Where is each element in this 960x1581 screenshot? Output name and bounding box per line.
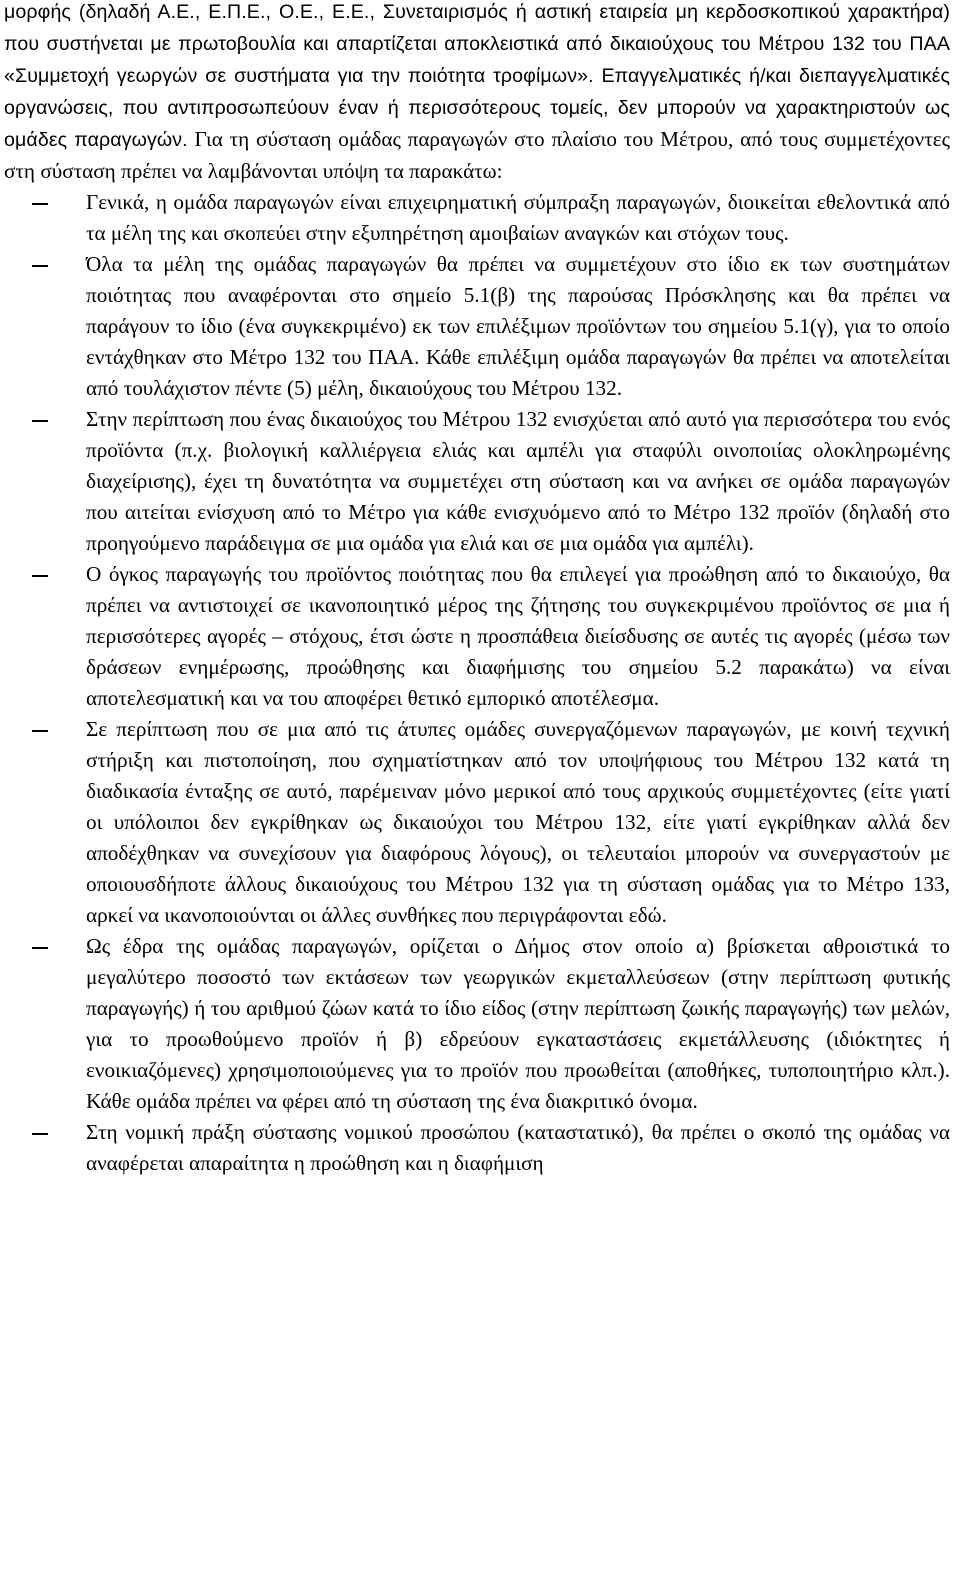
list-item [4,931,950,1117]
list-item-text: Ο όγκος παραγωγής του προϊόντος ποιότητας που θα επιλεγεί για προώθηση από το δικαιούχο, θα πρέπει να αντιστοιχεί σε ικανοποιητικό μέρος της ζήτησης του συγκεκριμένου προϊόντος σε μια ή περισσότερες αγορές – στόχους, έτσι ώστε η προσπάθεια διείσδυσης σε αυτές τις αγορές (μέσω των δράσεων ενημέρωσης, προώθησης και διαφήμισης του σημείου 5.2 παρακάτω) να είναι αποτελεσματική και να του αποφέρει θετικό εμπορικό αποτέλεσμα. [86,562,950,710]
intro-text-sans: μορφής (δηλαδή Α.Ε., Ε.Π.Ε., Ο.Ε., Ε.Ε., Συνεταιρισμός ή αστική εταιρεία μη κερδοσκοπικού χαρακτήρα) που συστήνεται με πρωτοβουλία και απαρτίζεται αποκλειστικά από δικαιούχους του Μέτρου 132 του ΠΑΑ «Συμμετοχή γεωργών σε συστήματα για την ποιότητα τροφίμων». Επαγγελματικές ή/και διεπαγγελματικές οργανώσεις, που αντιπροσωπεύουν έναν ή περισσότερους τομείς, δεν μπορούν να χαρακτηριστούν ως ομάδες παραγωγών. [4,1,950,151]
list-item-text: Στη νομική πράξη σύστασης νομικού προσώπου (καταστατικό), θα πρέπει ο σκοπό της ομάδας να αναφέρεται απαραίτητα η προώθηση και η διαφήμιση [86,1120,950,1175]
list-item-text: Γενικά, η ομάδα παραγωγών είναι επιχειρηματική σύμπραξη παραγωγών, διοικείται εθελοντικά από τα μέλη της και σκοπεύει στην εξυπηρέτηση αμοιβαίων αναγκών και στόχων τους. [86,190,950,245]
intro-text-serif: Για τη σύσταση ομάδας παραγωγών στο πλαίσιο του Μέτρου, από τους συμμετέχοντες στη σύσταση πρέπει να λαμβάνονται υπόψη τα παρακάτω: [4,127,950,183]
list-item-text: Όλα τα μέλη της ομάδας παραγωγών θα πρέπει να συμμετέχουν στο ίδιο εκ των συστημάτων ποιότητας που αναφέρονται στο σημείο 5.1(β) της παρούσας Πρόσκλησης και θα πρέπει να παράγουν το ίδιο (ένα συγκεκριμένο) εκ των επιλέξιμων προϊόντων του σημείου 5.1(γ), για το οποίο εντάχθηκαν στο Μέτρο 132 του ΠΑΑ. Κάθε επιλέξιμη ομάδα παραγωγών θα πρέπει να αποτελείται από τουλάχιστον πέντε (5) μέλη, δικαιούχους του Μέτρου 132. [86,252,950,400]
list-item-text: Σε περίπτωση που σε μια από τις άτυπες ομάδες συνεργαζόμενων παραγωγών, με κοινή τεχνική στήριξη και πιστοποίηση, που σχηματίστηκαν από τον υποψήφιους του Μέτρου 132 κατά τη διαδικασία ένταξης σε αυτό, παρέμειναν μόνο μερικοί από τους αρχικούς συμμετέχοντες (είτε γιατί οι υπόλοιποι δεν εγκρίθηκαν ως δικαιούχοι του Μέτρου 132, είτε γιατί εγκρίθηκαν αλλά δεν αποδέχθηκαν να συνεχίσουν για διαφόρους λόγους), οι τελευταίοι μπορούν να συνεργαστούν με οποιουσδήποτε άλλους δικαιούχους του Μέτρου 132 για τη σύσταση ομάδας για το Μέτρο 133, αρκεί να ικανοποιούνται οι άλλες συνθήκες που περιγράφονται εδώ. [86,717,950,927]
document-page [4,0,950,1179]
list-item [4,249,950,404]
list-item-text: Ως έδρα της ομάδας παραγωγών, ορίζεται ο Δήμος στον οποίο α) βρίσκεται αθροιστικά το μεγαλύτερο ποσοστό των εκτάσεων των γεωργικών εκμεταλλεύσεων (στην περίπτωση φυτικής παραγωγής) ή του αριθμού ζώων κατά το ίδιο είδος (στην περίπτωση ζωικής παραγωγής) των μελών, για το προωθούμενο προϊόν ή β) εδρεύουν εγκαταστάσεις εκμετάλλευσης (ιδιόκτητες ή ενοικιαζόμενες) χρησιμοποιούμενες για το προϊόν που προωθείται (αποθήκες, τυποποιητήριο κλπ.). Κάθε ομάδα πρέπει να φέρει από τη σύσταση της ένα διακριτικό όνομα. [86,934,950,1113]
list-item [4,187,950,249]
list-item [4,714,950,931]
requirements-list [4,187,950,1179]
list-item-text: Στην περίπτωση που ένας δικαιούχος του Μέτρου 132 ενισχύεται από αυτό για περισσότερα του ενός προϊόντα (π.χ. βιολογική καλλιέργεια ελιάς και αμπέλι για σταφύλι οινοποιίας ολοκληρωμένης διαχείρισης), έχει τη δυνατότητα να συμμετέχει στη σύσταση και να ανήκει σε ομάδα παραγωγών που αιτείται ενίσχυση από το Μέτρο για κάθε ενισχυόμενο από το Μέτρο 132 προϊόν (δηλαδή στο προηγούμενο παράδειγμα σε μια ομάδα για ελιά και σε μια ομάδα για αμπέλι). [86,407,950,555]
list-item [4,1117,950,1179]
intro-paragraph [4,0,950,187]
list-item [4,404,950,559]
list-item [4,559,950,714]
